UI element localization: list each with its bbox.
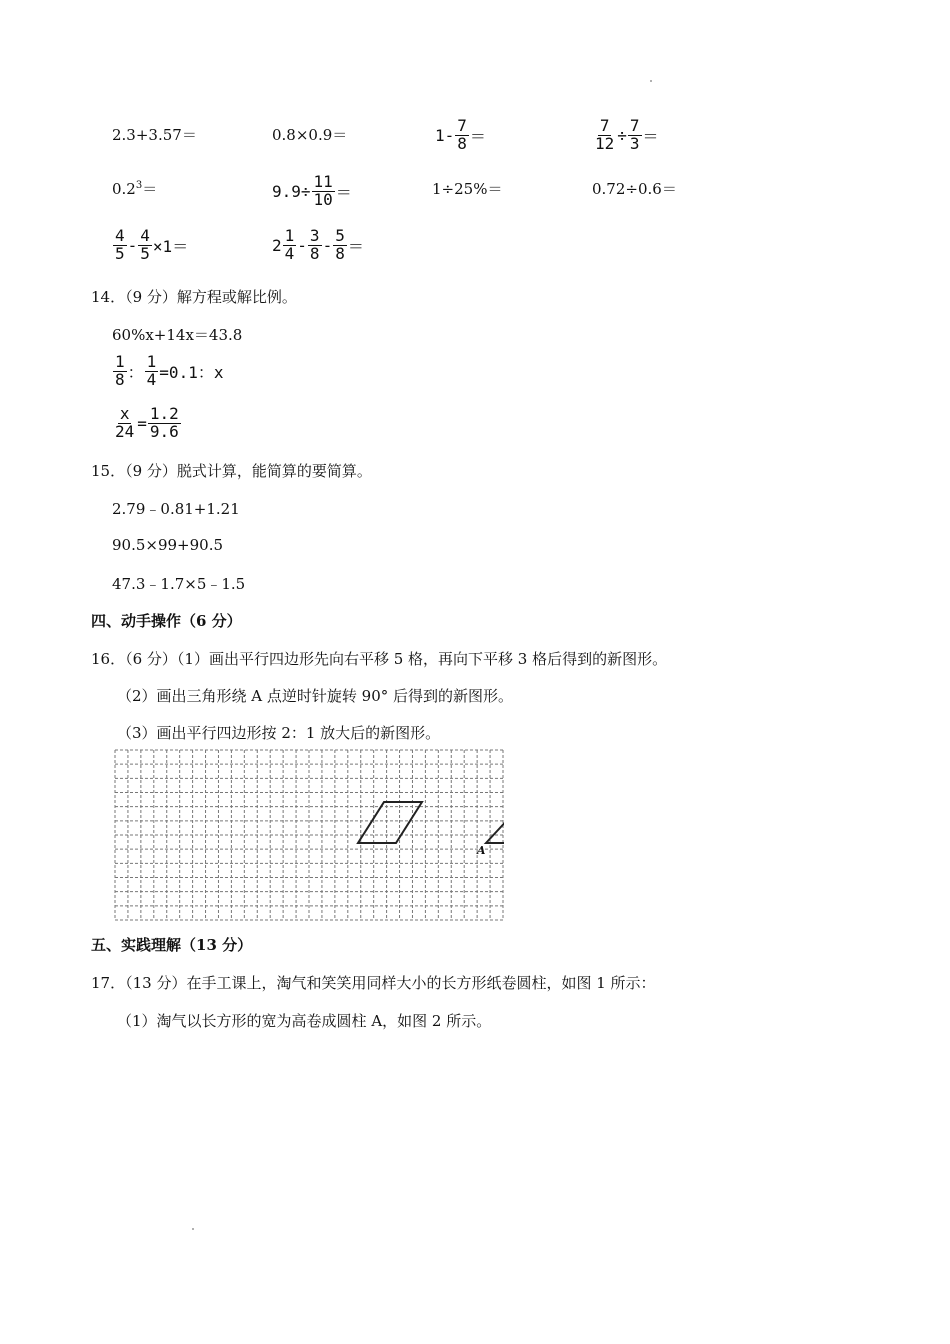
q14-equation-1: 60%x+14x＝43.8 — [112, 326, 243, 344]
calc-4-5-minus-4-5-times-1: $\frac{4}{5}$ - $\frac{4}{5}$ ×1＝ — [115, 226, 189, 263]
q16-part-3: （3）画出平行四边形按 2：1 放大后的新图形。 — [117, 724, 441, 742]
section-5-heading: 五、实践理解（13 分） — [91, 936, 253, 954]
scan-dot — [650, 80, 652, 82]
q14-title: 14．（9 分）解方程或解比例。 — [91, 288, 297, 306]
calc-1-div-25-percent: 1÷25%＝ — [432, 180, 503, 198]
q15-title: 15．（9 分）脱式计算，能简算的要简算。 — [91, 462, 372, 480]
q15-expr-1: 2.79﹣0.81+1.21 — [112, 500, 240, 518]
calc-2-1-4-minus-3-8-minus-5-8: 2 $\frac{1}{4}$ - $\frac{3}{8}$ - $\frac{5}{8}$ ＝ — [272, 226, 364, 263]
q16-part-2: （2）画出三角形绕 A 点逆时针旋转 90° 后得到的新图形。 — [117, 687, 514, 705]
section-4-heading: 四、动手操作（6 分） — [91, 612, 242, 630]
calc-1-minus-7-8: 1- $\frac{7}{8}$ ＝ — [435, 116, 486, 153]
scan-dot — [192, 1228, 194, 1230]
triangle — [486, 816, 504, 843]
q14-proportion-3: $\frac{x}{24}$ = $\frac{1.2}{9.6}$ — [115, 404, 179, 441]
calc-0.2-cubed: $0.2^3=$ — [112, 180, 158, 198]
q16-grid-figure — [114, 749, 504, 921]
grid-lines — [115, 750, 503, 920]
calc-2.3-plus-3.57: 2.3+3.57＝ — [112, 126, 197, 144]
point-a-label: A — [477, 844, 486, 857]
q14-proportion-2: $\frac{1}{8}$ ： $\frac{1}{4}$ =0.1：x — [115, 352, 224, 389]
calc-0.72-div-0.6: 0.72÷0.6＝ — [592, 180, 677, 198]
calc-9.9-div-11-10: 9.9÷ $\frac{11}{10}$ ＝ — [272, 172, 352, 209]
q15-expr-3: 47.3﹣1.7×5﹣1.5 — [112, 575, 246, 593]
q16-title: 16．（6 分）（1）画出平行四边形先向右平移 5 格，再向下平移 3 格后得到的新图形。 — [91, 650, 668, 668]
q17-part-1: （1）淘气以长方形的宽为高卷成圆柱 A，如图 2 所示。 — [117, 1012, 492, 1030]
q15-expr-2: 90.5×99+90.5 — [112, 536, 224, 554]
q17-title: 17．（13 分）在手工课上，淘气和笑笑用同样大小的长方形纸卷圆柱，如图 1 所示： — [91, 974, 656, 992]
calc-0.8-times-0.9: 0.8×0.9＝ — [272, 126, 348, 144]
calc-7-12-div-7-3: $\frac{7}{12}$ ÷ $\frac{7}{3}$ ＝ — [595, 116, 659, 153]
